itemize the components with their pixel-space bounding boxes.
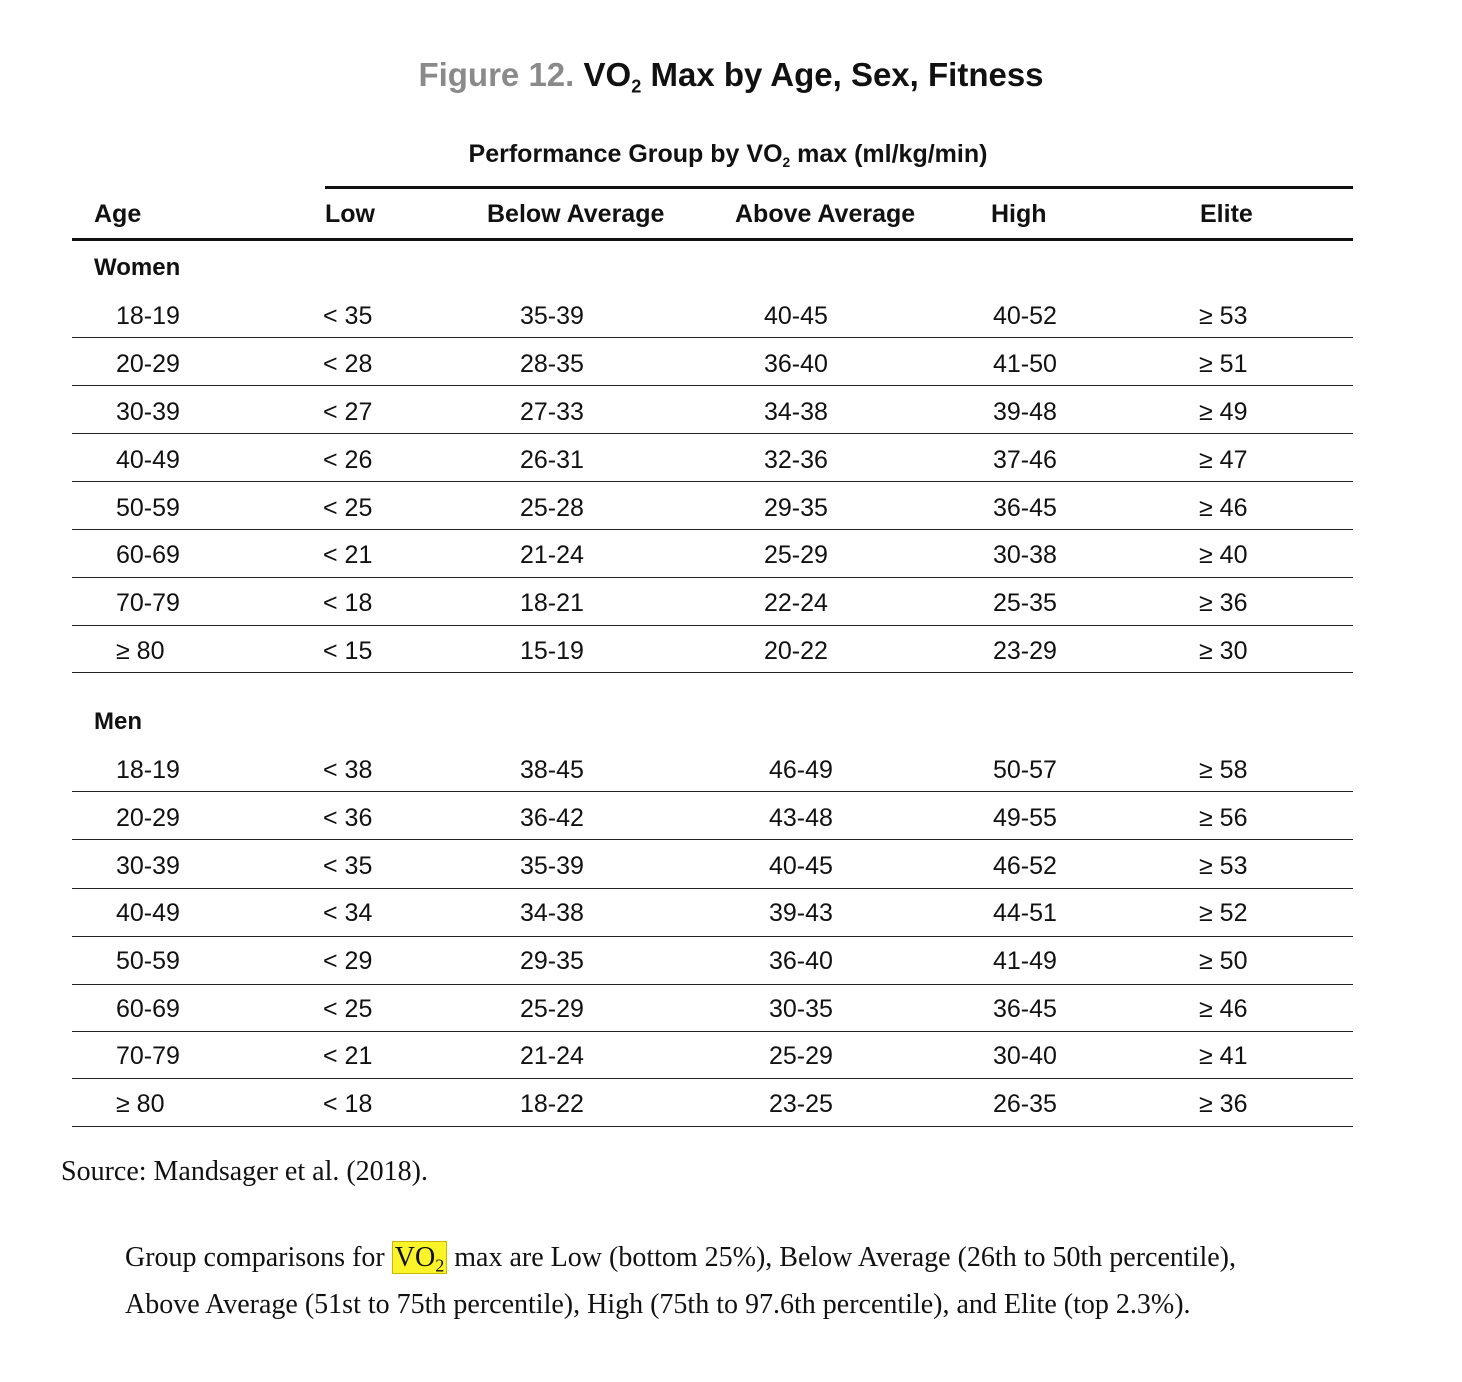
column-header-age: Age [94, 200, 142, 228]
cell-above-average: 25-29 [769, 1042, 833, 1070]
cell-high: 46-52 [993, 852, 1057, 880]
cell-below-average: 35-39 [520, 302, 584, 330]
figure-title-post: Max by Age, Sex, Fitness [641, 56, 1044, 93]
note-pre: Group comparisons for [125, 1242, 392, 1273]
cell-age: ≥ 80 [116, 637, 165, 665]
cell-age: ≥ 80 [116, 1090, 165, 1118]
cell-elite: ≥ 53 [1199, 852, 1248, 880]
table-row [0, 436, 1462, 484]
cell-below-average: 21-24 [520, 541, 584, 569]
table-row [0, 842, 1462, 890]
cell-below-average: 36-42 [520, 804, 584, 832]
cell-low: < 36 [323, 804, 373, 832]
cell-elite: ≥ 46 [1199, 995, 1248, 1023]
cell-below-average: 26-31 [520, 446, 584, 474]
row-divider [72, 433, 1353, 434]
performance-header-subscript: 2 [782, 154, 791, 170]
cell-elite: ≥ 36 [1199, 1090, 1248, 1118]
table-row [0, 985, 1462, 1033]
cell-above-average: 46-49 [769, 756, 833, 784]
cell-age: 30-39 [116, 398, 180, 426]
cell-below-average: 25-28 [520, 494, 584, 522]
note-post: max are Low (bottom 25%), Below Average (26th to 50th percentile), Above Average (51st to 75th percentile), High (75th to 97.6th percentile), and Elite (top 2.3%). [125, 1242, 1236, 1320]
cell-age: 20-29 [116, 350, 180, 378]
cell-age: 60-69 [116, 995, 180, 1023]
cell-above-average: 36-40 [764, 350, 828, 378]
cell-high: 30-38 [993, 541, 1057, 569]
cell-below-average: 25-29 [520, 995, 584, 1023]
cell-high: 25-35 [993, 589, 1057, 617]
cell-above-average: 40-45 [764, 302, 828, 330]
cell-high: 50-57 [993, 756, 1057, 784]
row-divider [72, 385, 1353, 386]
cell-below-average: 27-33 [520, 398, 584, 426]
cell-low: < 21 [323, 541, 373, 569]
row-divider [72, 337, 1353, 338]
cell-elite: ≥ 50 [1199, 947, 1248, 975]
cell-low: < 26 [323, 446, 373, 474]
cell-age: 20-29 [116, 804, 180, 832]
cell-above-average: 25-29 [764, 541, 828, 569]
highlight-main: VO [394, 1242, 436, 1273]
cell-low: < 28 [323, 350, 373, 378]
cell-age: 70-79 [116, 589, 180, 617]
cell-age: 18-19 [116, 302, 180, 330]
source-citation: Source: Mandsager et al. (2018). [61, 1156, 428, 1187]
cell-elite: ≥ 51 [1199, 350, 1248, 378]
highlighted-term[interactable] [392, 1241, 448, 1274]
table-row [0, 340, 1462, 388]
cell-low: < 25 [323, 494, 373, 522]
cell-low: < 34 [323, 899, 373, 927]
row-divider [72, 1126, 1353, 1127]
cell-elite: ≥ 40 [1199, 541, 1248, 569]
column-header-below-average: Below Average [487, 200, 665, 228]
table-row [0, 579, 1462, 627]
cell-elite: ≥ 47 [1199, 446, 1248, 474]
cell-low: < 35 [323, 852, 373, 880]
cell-above-average: 29-35 [764, 494, 828, 522]
cell-high: 36-45 [993, 494, 1057, 522]
cell-elite: ≥ 46 [1199, 494, 1248, 522]
cell-below-average: 28-35 [520, 350, 584, 378]
cell-below-average: 34-38 [520, 899, 584, 927]
cell-high: 44-51 [993, 899, 1057, 927]
cell-age: 50-59 [116, 947, 180, 975]
table-row [0, 794, 1462, 842]
cell-above-average: 39-43 [769, 899, 833, 927]
cell-age: 40-49 [116, 446, 180, 474]
cell-low: < 38 [323, 756, 373, 784]
cell-low: < 29 [323, 947, 373, 975]
table-row [0, 1032, 1462, 1080]
cell-age: 18-19 [116, 756, 180, 784]
figure-title-pre: VO [583, 56, 632, 93]
table-row [0, 388, 1462, 436]
row-divider [72, 577, 1353, 578]
cell-elite: ≥ 53 [1199, 302, 1248, 330]
cell-elite: ≥ 56 [1199, 804, 1248, 832]
cell-low: < 25 [323, 995, 373, 1023]
cell-below-average: 18-21 [520, 589, 584, 617]
cell-low: < 18 [323, 1090, 373, 1118]
column-header-high: High [991, 200, 1047, 228]
table-row [0, 531, 1462, 579]
cell-elite: ≥ 49 [1199, 398, 1248, 426]
cell-below-average: 29-35 [520, 947, 584, 975]
cell-elite: ≥ 52 [1199, 899, 1248, 927]
cell-above-average: 36-40 [769, 947, 833, 975]
cell-high: 41-49 [993, 947, 1057, 975]
cell-high: 26-35 [993, 1090, 1057, 1118]
cell-high: 23-29 [993, 637, 1057, 665]
cell-above-average: 22-24 [764, 589, 828, 617]
row-divider [72, 1078, 1353, 1079]
table-row [0, 937, 1462, 985]
cell-age: 70-79 [116, 1042, 180, 1070]
table-row [0, 484, 1462, 532]
cell-age: 50-59 [116, 494, 180, 522]
cell-below-average: 21-24 [520, 1042, 584, 1070]
cell-below-average: 15-19 [520, 637, 584, 665]
cell-elite: ≥ 41 [1199, 1042, 1248, 1070]
row-divider [72, 529, 1353, 530]
header-rule [72, 238, 1353, 241]
group-label-women: Women [94, 254, 181, 281]
cell-elite: ≥ 30 [1199, 637, 1248, 665]
table-row [0, 1080, 1462, 1128]
cell-elite: ≥ 58 [1199, 756, 1248, 784]
performance-header-post: max (ml/kg/min) [790, 140, 988, 168]
cell-age: 60-69 [116, 541, 180, 569]
cell-high: 30-40 [993, 1042, 1057, 1070]
row-divider [72, 672, 1353, 673]
cell-low: < 18 [323, 589, 373, 617]
cell-high: 37-46 [993, 446, 1057, 474]
row-divider [72, 625, 1353, 626]
cell-low: < 35 [323, 302, 373, 330]
column-header-above-average: Above Average [735, 200, 916, 228]
cell-above-average: 23-25 [769, 1090, 833, 1118]
cell-high: 36-45 [993, 995, 1057, 1023]
column-header-low: Low [325, 200, 375, 228]
cell-high: 41-50 [993, 350, 1057, 378]
cell-above-average: 32-36 [764, 446, 828, 474]
performance-group-header [325, 140, 1131, 169]
cell-above-average: 20-22 [764, 637, 828, 665]
cell-low: < 21 [323, 1042, 373, 1070]
highlight-subscript: 2 [435, 1255, 445, 1276]
cell-above-average: 34-38 [764, 398, 828, 426]
cell-high: 39-48 [993, 398, 1057, 426]
figure-title-subscript: 2 [631, 76, 642, 97]
cell-above-average: 30-35 [769, 995, 833, 1023]
row-divider [72, 481, 1353, 482]
table-row [0, 746, 1462, 794]
cell-high: 49-55 [993, 804, 1057, 832]
super-header-rule [325, 186, 1353, 189]
cell-above-average: 40-45 [769, 852, 833, 880]
cell-above-average: 43-48 [769, 804, 833, 832]
performance-header-pre: Performance Group by VO [468, 140, 783, 168]
cell-elite: ≥ 36 [1199, 589, 1248, 617]
cell-high: 40-52 [993, 302, 1057, 330]
cell-below-average: 38-45 [520, 756, 584, 784]
table-row [0, 889, 1462, 937]
table-row [0, 292, 1462, 340]
cell-age: 30-39 [116, 852, 180, 880]
row-divider [72, 839, 1353, 840]
cell-below-average: 35-39 [520, 852, 584, 880]
note-paragraph [125, 1234, 1275, 1328]
group-label-men: Men [94, 708, 142, 735]
cell-age: 40-49 [116, 899, 180, 927]
row-divider [72, 791, 1353, 792]
figure-title [0, 56, 1462, 97]
cell-below-average: 18-22 [520, 1090, 584, 1118]
column-header-elite: Elite [1200, 200, 1253, 228]
table-row [0, 627, 1462, 675]
cell-low: < 27 [323, 398, 373, 426]
cell-low: < 15 [323, 637, 373, 665]
figure-label: Figure 12. [418, 56, 575, 93]
